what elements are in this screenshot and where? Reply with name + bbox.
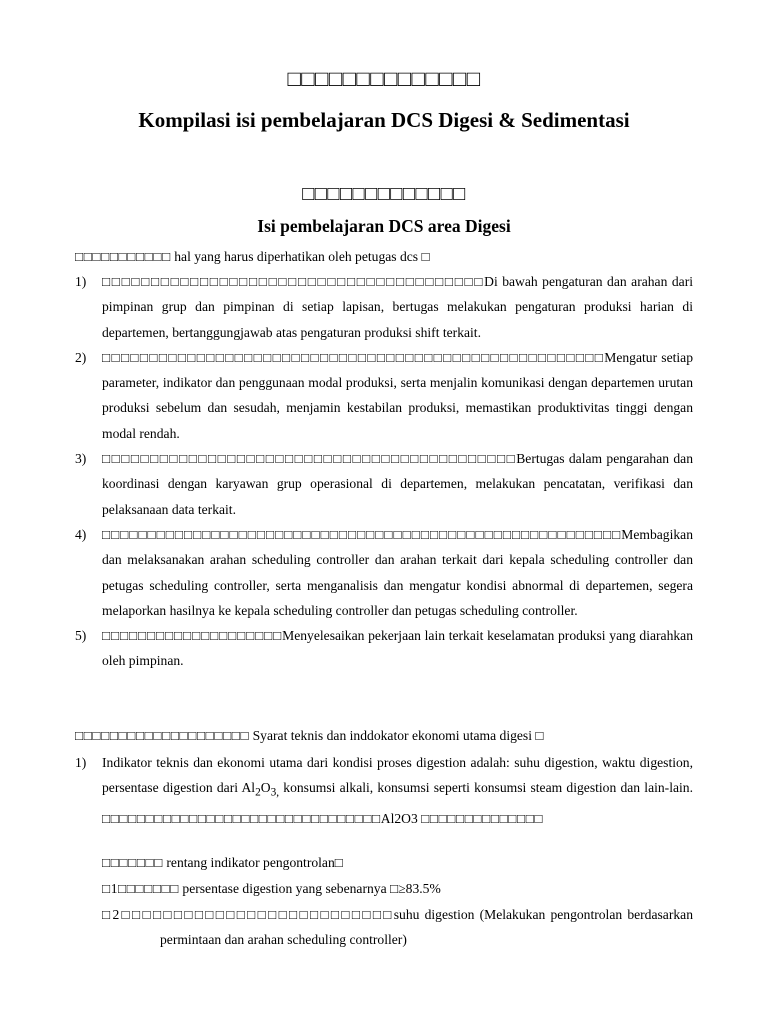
- requirement-list: [75, 750, 693, 832]
- list-item-number: 3): [75, 451, 87, 467]
- section2-heading-cn: □□□□□□□□□□□□□□□□□□□□: [75, 728, 250, 743]
- indicator-prefix: □1□□□□□□□: [102, 881, 179, 896]
- subscript: 2: [255, 787, 261, 800]
- list-item-number: 1): [75, 755, 87, 770]
- list-item-text: Di bawah pengaturan dan arahan dari pimpinan grup dan pimpinan di setiap lapisan, bertugas melakukan pengaturan produksi harian di departemen, bertanggungjawab atas pengaturan produksi shift terkait.: [102, 274, 693, 340]
- list-item-cn: □□□□□□□□□□□□□□□□□□□□: [102, 628, 283, 644]
- list-item-text: O: [260, 780, 271, 796]
- range-heading-end: □: [334, 855, 343, 870]
- indicator-prefix: □2□□□□□□□□□□□□□□□□□□□□□□□□□□: [102, 907, 394, 922]
- indicator-text: suhu digestion (Melakukan pengontrolan berdasarkan permintaan dan arahan scheduling controller): [160, 907, 693, 948]
- list-item: [75, 446, 693, 522]
- list-item: [75, 750, 693, 832]
- list-item-text: Al2O3: [380, 811, 418, 827]
- list-item-text: Indikator teknis dan ekonomi utama dari kondisi proses digestion adalah: suhu digestion, waktu digestion, persentase digestion dari Al: [102, 755, 693, 796]
- list-item-text: Membagikan dan melaksanakan arahan scheduling controller dan arahan terkait dari kepala scheduling controller dan petugas scheduling controller, serta menganalisis dan mengatur kondisi abnormal di departemen, segera melaporkan hasilnya ke kepala scheduling controller dan petugas scheduling controller.: [102, 526, 693, 618]
- list-item-cn: □□□□□□□□□□□□□□□□□□□□□□□□□□□□□□□□□□□□□□□□□□□: [102, 451, 517, 467]
- list-item-cn: □□□□□□□□□□□□□□□□□□□□□□□□□□□□□□□□□□□□□□□: [102, 274, 485, 289]
- list-item: [75, 623, 693, 674]
- section2-heading-end: □: [535, 728, 544, 743]
- list-item-number: 5): [75, 628, 87, 644]
- list-item-number: 2): [75, 349, 87, 365]
- list-item-text: Menyelesaikan pekerjaan lain terkait keselamatan produksi yang diarahkan oleh pimpinan.: [102, 628, 693, 669]
- list-item-cn: □□□□□□□□□□□□□□: [421, 811, 544, 827]
- list-item-number: 4): [75, 526, 87, 542]
- document-title: Kompilasi isi pembelajaran DCS Digesi & Sedimentasi: [138, 108, 630, 132]
- list-item-cn: □□□□□□□□□□□□□□□□□□□□□□□□□□□□□□□□□□□□□□□□□□□□□□□□□□□□□: [102, 349, 605, 365]
- section2-heading: [75, 724, 695, 748]
- list-item-text: konsumsi alkali, konsumsi seperti konsumsi steam digestion dan lain-lain.: [279, 780, 693, 796]
- list-item: [75, 345, 693, 446]
- list-item-number: 1): [75, 274, 87, 289]
- range-heading-cn: □□□□□□□: [102, 855, 163, 870]
- chinese-title: □□□□□□□□□□□□□□: [287, 66, 481, 91]
- list-item: [75, 269, 693, 345]
- indicator-text: persentase digestion yang sebenarnya: [182, 881, 387, 896]
- chinese-subtitle: □□□□□□□□□□□□□: [302, 183, 466, 205]
- section1-heading: [75, 245, 695, 269]
- range-heading: [102, 850, 693, 875]
- indicator-line-1: [102, 876, 693, 901]
- section1-heading-end: □: [421, 249, 430, 264]
- list-item-cn: □□□□□□□□□□□□□□□□□□□□□□□□□□□□□□□□□□□□□□□□□□□□□□□□□□□□□□□□□: [102, 526, 622, 542]
- list-item-text: Bertugas dalam pengarahan dan koordinasi dengan karyawan grup operasional di departemen, melakukan pencatatan, verifikasi dan pelaksanaan data terkait.: [102, 451, 693, 517]
- list-item: [75, 522, 693, 623]
- section-title: Isi pembelajaran DCS area Digesi: [257, 216, 511, 236]
- list-item-cn: □□□□□□□□□□□□□□□□□□□□□□□□□□□□□□□□: [102, 811, 381, 827]
- list-item-text: Mengatur setiap parameter, indikator dan penggunaan modal produksi, serta menjalin komunikasi dengan departemen urutan produksi sebelum dan sesudah, menjamin kestabilan produksi, memastikan produktivitas tinggi dengan modal rendah.: [102, 349, 693, 441]
- section2-heading-text: Syarat teknis dan inddokator ekonomi utama digesi: [252, 728, 532, 743]
- subscript: 3,: [270, 787, 280, 800]
- duty-list: [75, 269, 693, 674]
- indicator-line-2: [102, 902, 693, 953]
- range-heading-text: rentang indikator pengontrolan: [166, 855, 335, 870]
- indicator-value: □≥83.5%: [390, 881, 441, 896]
- section1-heading-text: hal yang harus diperhatikan oleh petugas dcs: [174, 249, 419, 264]
- section1-heading-cn: □□□□□□□□□□□: [75, 249, 171, 264]
